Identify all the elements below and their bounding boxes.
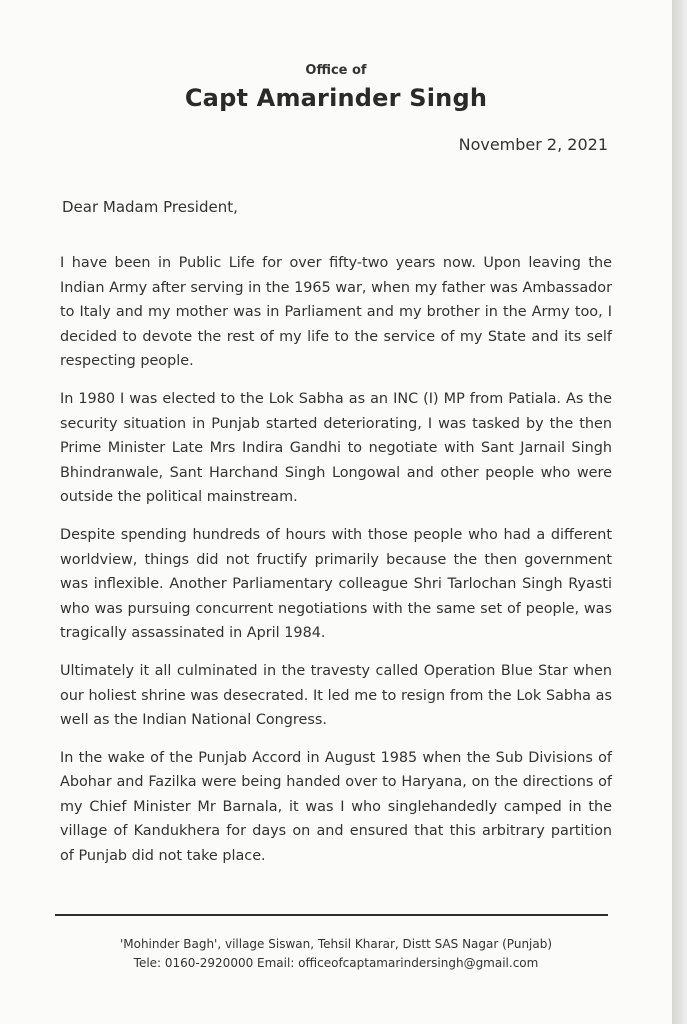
letterhead-name: Capt Amarinder Singh bbox=[184, 84, 488, 112]
letterhead-office-label: Office of bbox=[305, 63, 367, 78]
footer-address: 'Mohinder Bagh', village Siswan, Tehsil Kharar, Distt SAS Nagar (Punjab) bbox=[119, 937, 553, 951]
letter-body bbox=[60, 251, 612, 882]
salutation: Dear Madam President, bbox=[62, 198, 238, 216]
paragraph-2: In 1980 I was elected to the Lok Sabha as an INC (I) MP from Patiala. As the security situation in Punjab started deteriorating, I was tasked by the then Prime Minister Late Mrs Indira Gandhi to negotiate with Sant Jarnail Singh Bhindranwale, Sant Harchand Singh Longowal and other people who were outside the political mainstream. bbox=[60, 390, 612, 506]
footer-divider bbox=[55, 914, 608, 916]
paragraph-5: In the wake of the Punjab Accord in August 1985 when the Sub Divisions of Abohar and Fazilka were being handed over to Haryana, on the directions of my Chief Minister Mr Barnala, it was I who singlehandedly camped in the village of Kandukhera for days on and ensured that this arbitrary partition of Punjab did not take place. bbox=[60, 749, 612, 865]
paragraph-3: Despite spending hundreds of hours with those people who had a different worldview, things did not fructify primarily because the then government was inflexible. Another Parliamentary colleague Shri Tarlochan Singh Ryasti who was pursuing concurrent negotiations with the same set of people, was tragically assassinated in April 1984. bbox=[60, 526, 612, 642]
letter-date: November 2, 2021 bbox=[458, 135, 608, 154]
paragraph-4: Ultimately it all culminated in the travesty called Operation Blue Star when our holiest shrine was desecrated. It led me to resign from the Lok Sabha as well as the Indian National Congress. bbox=[60, 662, 612, 729]
page-edge-shadow bbox=[672, 0, 687, 1024]
footer-contact: Tele: 0160-2920000 Email: officeofcaptamarindersingh@gmail.com bbox=[133, 956, 539, 970]
paragraph-1: I have been in Public Life for over fifty-two years now. Upon leaving the Indian Army after serving in the 1965 war, when my father was Ambassador to Italy and my mother was in Parliament and my brother in the Army too, I decided to devote the rest of my life to the service of my State and its self respecting people. bbox=[60, 255, 612, 370]
